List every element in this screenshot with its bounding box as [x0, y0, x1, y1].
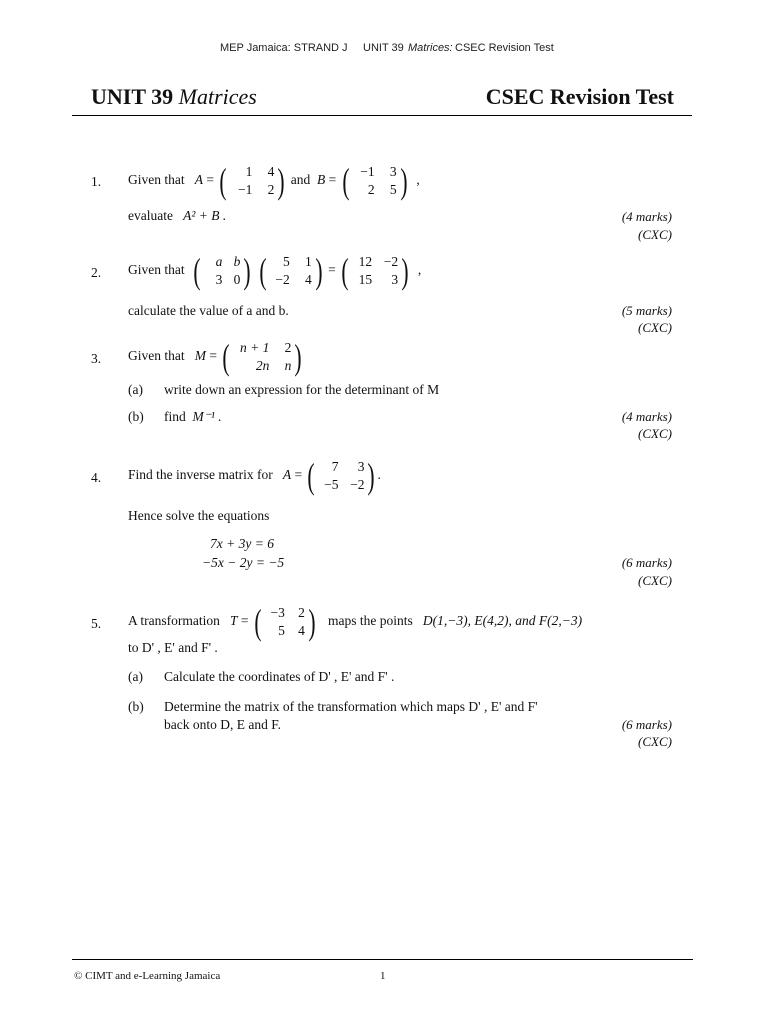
q5-marks: (6 marks): [621, 717, 672, 732]
title-topic: Matrices: [178, 84, 257, 109]
matrix-A: ( 1 4 −1 2 ): [219, 161, 285, 201]
title-divider: [72, 115, 692, 116]
q4-hence: Hence solve the equations: [128, 508, 270, 523]
q5b-text: Determine the matrix of the transformation which maps D' , E' and F': [164, 699, 538, 714]
q3-statement: Given that M = ( n + 1 2 2n n ): [128, 340, 304, 374]
q3a-text: write down an expression for the determinant of M: [164, 382, 440, 397]
matrix-ab: ( a b 3 0 ): [193, 251, 251, 291]
header-test: CSEC Revision Test: [455, 42, 554, 54]
q3b-text: find M⁻¹ .: [164, 409, 222, 424]
q5b-label: (b): [128, 699, 144, 714]
q3-source: (CXC): [638, 426, 672, 441]
q2-statement: Given that ( a b 3 0 ) ( 5 1 −2 4 ) = ( 12 −2 15 3 ) ,: [128, 251, 422, 291]
footer-divider: [72, 959, 693, 960]
q3-number: 3.: [91, 351, 102, 366]
page-title: [91, 84, 257, 110]
q4-statement: Find the inverse matrix for A = ( 7 3 −5 −2 ) .: [128, 456, 381, 496]
header-unit: UNIT 39: [363, 42, 404, 54]
q5-source: (CXC): [638, 734, 672, 749]
matrix-result: ( 12 −2 15 3 ): [341, 251, 409, 291]
header-strand: MEP Jamaica: STRAND J: [220, 42, 348, 54]
q3b-label: (b): [128, 409, 144, 424]
q2-instruction: calculate the value of a and b.: [128, 303, 289, 318]
q4-source: (CXC): [638, 573, 672, 588]
matrix-T: ( −3 2 5 4 ): [254, 602, 316, 642]
q1-source: (CXC): [638, 227, 672, 242]
q3a-label: (a): [128, 382, 143, 397]
q5-statement: A transformation T = ( −3 2 5 4 ) maps the points D(1,−3), E(4,2), and F(2,−3): [128, 602, 583, 642]
matrix-M: ( n + 1 2 2n n ): [222, 337, 302, 377]
matrix-B: ( −1 3 2 5 ): [342, 161, 408, 201]
page-number: 1: [380, 970, 386, 982]
q3-marks: (4 marks): [621, 409, 672, 424]
q5a-label: (a): [128, 669, 143, 684]
footer-copyright: © CIMT and e-Learning Jamaica: [74, 970, 221, 982]
q4-equation-2: −5x − 2y = −5: [202, 555, 285, 570]
q1-number: 1.: [91, 174, 102, 189]
header-topic: Matrices:: [408, 42, 453, 54]
q5a-text: Calculate the coordinates of D' , E' and F' .: [164, 669, 395, 684]
matrix-second: ( 5 1 −2 4 ): [259, 251, 323, 291]
q4-marks: (6 marks): [621, 555, 672, 570]
q4-number: 4.: [91, 470, 102, 485]
q5b-text-2: back onto D, E and F.: [164, 717, 282, 732]
matrix-A-inverse: ( 7 3 −5 −2 ): [307, 456, 376, 496]
q2-number: 2.: [91, 265, 102, 280]
q1-marks: (4 marks): [621, 209, 672, 224]
q5-to: to D' , E' and F' .: [128, 640, 218, 655]
title-unit: UNIT 39: [91, 84, 174, 109]
q5-number: 5.: [91, 616, 102, 631]
q1-evaluate: evaluate A² + B .: [128, 208, 227, 223]
q1-statement: Given that A = ( 1 4 −1 2 ) and B = ( −1 3 2 5 ) ,: [128, 161, 420, 201]
q4-equation-1: 7x + 3y = 6: [210, 536, 274, 551]
q2-marks: (5 marks): [621, 303, 672, 318]
title-test: CSEC Revision Test: [485, 84, 674, 109]
q2-source: (CXC): [638, 320, 672, 335]
